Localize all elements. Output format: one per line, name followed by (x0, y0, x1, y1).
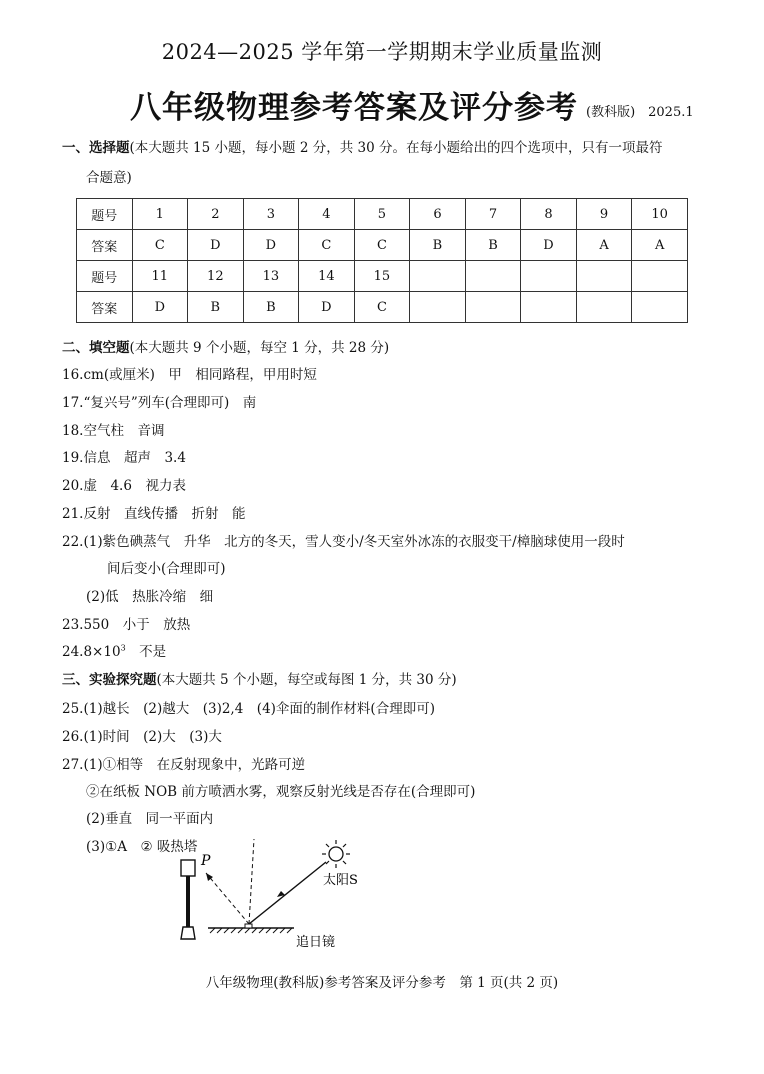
normal-line (249, 839, 254, 924)
answer-cell: B (465, 230, 521, 261)
mirror-pivot (245, 924, 252, 928)
answer-cell: D (188, 230, 244, 261)
question-number: 9 (576, 199, 632, 230)
solar-reflection-diagram (160, 835, 390, 955)
reflected-ray (206, 873, 249, 924)
sun-icon (322, 840, 350, 868)
mirror-label: 追日镜 (296, 935, 336, 950)
table-row (77, 230, 688, 261)
answer-23: 23.550 小于 放热 (62, 617, 191, 633)
answer-24-suffix: 不是 (125, 644, 167, 660)
question-number: 8 (521, 199, 577, 230)
question-number: 3 (243, 199, 299, 230)
empty-cell (521, 292, 577, 323)
row-label: 题号 (77, 261, 133, 292)
section1-desc: (本大题共 15 小题，每小题 2 分，共 30 分。在每小题给出的四个选项中，只有一项最符 (129, 140, 663, 156)
table-row (77, 261, 688, 292)
question-number: 12 (188, 261, 244, 292)
answer-22-line1: 22.(1)紫色碘蒸气 升华 北方的冬天，雪人变小/冬天室外冰冻的衣服变干/樟脑球使用一段时 (62, 534, 625, 550)
answer-27-part3: (3)①A ② 吸热塔 (86, 839, 198, 855)
answer-27-part1-2: ②在纸板 NOB 前方喷洒水雾，观察反射光线是否存在(合理即可) (86, 784, 476, 800)
answer-27-part1: 27.(1)①相等 在反射现象中，光路可逆 (62, 757, 306, 773)
answer-18: 18.空气柱 音调 (62, 423, 165, 439)
section1-header (62, 136, 662, 156)
answer-cell: D (521, 230, 577, 261)
answer-21: 21.反射 直线传播 折射 能 (62, 506, 246, 522)
answer-26: 26.(1)时间 (2)大 (3)大 (62, 729, 222, 745)
question-number: 15 (354, 261, 410, 292)
table-row (77, 292, 688, 323)
section2-heading: 二、填空题 (62, 340, 130, 356)
empty-cell (632, 292, 688, 323)
question-number: 1 (132, 199, 188, 230)
answer-cell: A (576, 230, 632, 261)
answer-19: 19.信息 超声 3.4 (62, 450, 186, 466)
answer-cell: C (354, 230, 410, 261)
empty-cell (410, 292, 466, 323)
answer-cell: B (188, 292, 244, 323)
page-footer: 八年级物理(教科版)参考答案及评分参考 第 1 页(共 2 页) (205, 975, 559, 991)
empty-cell (465, 292, 521, 323)
section2-header (62, 336, 389, 356)
row-label: 答案 (77, 292, 133, 323)
empty-cell (632, 261, 688, 292)
answer-cell: D (243, 230, 299, 261)
edition-date: (教科版) 2025.1 (586, 105, 694, 120)
answer-25: 25.(1)越长 (2)越大 (3)2,4 (4)伞面的制作材料(合理即可) (62, 701, 435, 717)
point-p-label: P (201, 853, 211, 869)
section3-header (62, 668, 457, 688)
answer-cell: A (632, 230, 688, 261)
answer-17: 17.“复兴号”列车(合理即可) 南 (62, 395, 257, 411)
section3-heading: 三、实验探究题 (62, 672, 157, 688)
answer-22-part2: (2)低 热胀冷缩 细 (86, 589, 214, 605)
absorber-tower-base (181, 927, 195, 939)
question-number: 2 (188, 199, 244, 230)
choice-answer-table (76, 198, 688, 323)
answer-22-line2: 间后变小(合理即可) (107, 561, 226, 577)
page-title: 八年级物理参考答案及评分参考 (130, 90, 578, 126)
answer-cell: D (132, 292, 188, 323)
table-row (77, 199, 688, 230)
answer-24 (62, 640, 166, 660)
absorber-tower-top (181, 860, 195, 876)
row-label: 答案 (77, 230, 133, 261)
section3-desc: (本大题共 5 个小题，每空或每图 1 分，共 30 分) (156, 672, 457, 688)
answer-24-prefix: 24.8×10 (62, 644, 121, 660)
empty-cell (576, 292, 632, 323)
answer-cell: D (299, 292, 355, 323)
question-number: 6 (410, 199, 466, 230)
empty-cell (465, 261, 521, 292)
row-label: 题号 (77, 199, 133, 230)
empty-cell (410, 261, 466, 292)
answer-cell: C (299, 230, 355, 261)
answer-24-exponent: 3 (120, 643, 126, 653)
sun-label: 太阳S (323, 873, 358, 888)
question-number: 13 (243, 261, 299, 292)
answer-cell: C (132, 230, 188, 261)
answer-cell: C (354, 292, 410, 323)
question-number: 11 (132, 261, 188, 292)
answer-cell: B (410, 230, 466, 261)
question-number: 5 (354, 199, 410, 230)
answer-cell: B (243, 292, 299, 323)
question-number: 10 (632, 199, 688, 230)
question-number: 4 (299, 199, 355, 230)
answer-27-part2: (2)垂直 同一平面内 (86, 811, 214, 827)
section2-desc: (本大题共 9 个小题，每空 1 分，共 28 分) (129, 340, 390, 356)
answer-16: 16.cm(或厘米) 甲 相同路程，甲用时短 (62, 367, 317, 383)
question-number: 7 (465, 199, 521, 230)
answer-20: 20.虚 4.6 视力表 (62, 478, 186, 494)
question-number: 14 (299, 261, 355, 292)
exam-title: 2024—2025 学年第一学期期末学业质量监测 (161, 40, 603, 64)
incident-ray (249, 862, 326, 924)
section1-heading: 一、选择题 (62, 140, 130, 156)
empty-cell (521, 261, 577, 292)
empty-cell (576, 261, 632, 292)
section1-desc-cont: 合题意) (86, 170, 132, 186)
